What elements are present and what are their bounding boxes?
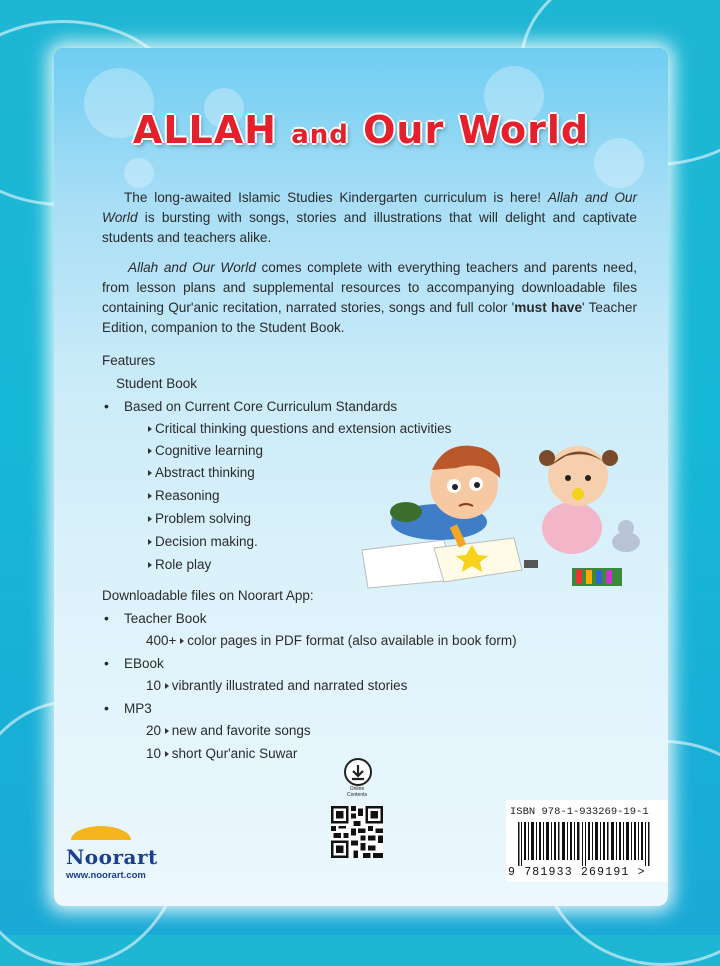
core-standards-item: Based on Current Core Curriculum Standards bbox=[124, 399, 398, 414]
mp3-label: MP3 bbox=[124, 701, 152, 716]
ebook-detail: 10 vibrantly illustrated and narrated stories bbox=[146, 678, 408, 693]
arrow-icon bbox=[148, 516, 152, 522]
feature-item: Critical thinking questions and extension activities bbox=[148, 421, 451, 436]
barcode-digits: 9 781933 269191 > bbox=[508, 866, 646, 879]
arrow-icon bbox=[148, 539, 152, 545]
arrow-icon bbox=[148, 470, 152, 476]
feature-item: Role play bbox=[148, 557, 211, 572]
isbn-label: ISBN 978-1-933269-19-1 bbox=[510, 806, 649, 818]
feature-item: Problem solving bbox=[148, 511, 251, 526]
online-contents-label: Online Contents bbox=[346, 786, 367, 798]
bullet: • bbox=[104, 700, 109, 716]
children-illustration bbox=[354, 420, 644, 590]
arrow-icon bbox=[165, 751, 169, 757]
arrow-icon bbox=[148, 448, 152, 454]
bullet: • bbox=[104, 655, 109, 671]
arrow-icon bbox=[165, 683, 169, 689]
feature-item: Decision making. bbox=[148, 534, 258, 549]
qr-code[interactable] bbox=[331, 806, 383, 858]
feature-item: Abstract thinking bbox=[148, 465, 255, 480]
noorart-logo bbox=[66, 826, 158, 881]
download-icon bbox=[344, 758, 372, 786]
teacher-book-label: Teacher Book bbox=[124, 611, 207, 626]
publisher-name: Noorart bbox=[66, 845, 158, 869]
back-cover-panel bbox=[54, 48, 668, 906]
feature-item: Cognitive learning bbox=[148, 443, 263, 458]
mp3-detail-suwar: 10 short Qur'anic Suwar bbox=[146, 746, 298, 761]
bullet: • bbox=[104, 610, 109, 626]
barcode bbox=[512, 822, 660, 866]
publisher-url[interactable]: www.noorart.com bbox=[66, 870, 146, 881]
teacher-book-detail: 400+ color pages in PDF format (also available in book form) bbox=[146, 633, 517, 648]
arrow-icon bbox=[148, 493, 152, 499]
arrow-icon bbox=[148, 426, 152, 432]
book-title: ALLAH and Our World bbox=[132, 108, 590, 152]
sunrise-icon bbox=[66, 826, 136, 840]
bokeh-bubble bbox=[124, 158, 154, 188]
isbn-barcode-box bbox=[506, 800, 668, 882]
arrow-icon bbox=[148, 562, 152, 568]
intro-paragraph-1: The long-awaited Islamic Studies Kindergarten curriculum is here! Allah and Our World is bursting with songs, stories and illustrations that will delight and captivate students and teachers alike. bbox=[102, 190, 637, 245]
student-book-label: Student Book bbox=[116, 376, 198, 391]
intro-paragraph-2: Allah and Our World comes complete with everything teachers and parents need, from lesson plans and supplemental resources to accompanying downloadable files containing Qur'anic recitation, narrated stories, songs and full color 'must have' Teacher Edition, companion to the Student Book. bbox=[102, 260, 637, 335]
arrow-icon bbox=[180, 638, 184, 644]
feature-item: Reasoning bbox=[148, 488, 220, 503]
mp3-detail-songs: 20 new and favorite songs bbox=[146, 723, 311, 738]
ebook-label: EBook bbox=[124, 656, 164, 671]
bullet: • bbox=[104, 398, 109, 414]
features-heading: Features bbox=[102, 353, 156, 368]
arrow-icon bbox=[165, 728, 169, 734]
downloads-heading: Downloadable files on Noorart App: bbox=[102, 588, 314, 603]
